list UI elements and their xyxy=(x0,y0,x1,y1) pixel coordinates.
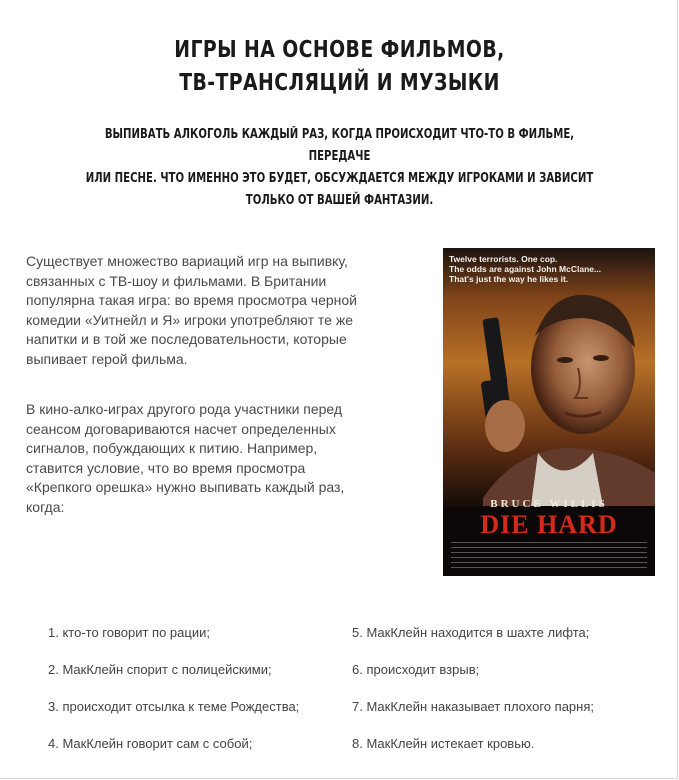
poster-credits xyxy=(451,542,647,570)
text-line: напитки и в той же последовательности, которые xyxy=(26,331,347,348)
list-item: 3. происходит отсылка к теме Рождества; xyxy=(48,699,300,714)
text-line: связанных с ТВ-шоу и фильмами. В Британии xyxy=(26,272,327,289)
list-item: 7. МакКлейн наказывает плохого парня; xyxy=(352,699,594,714)
paragraph-2 xyxy=(26,400,416,518)
text-line: выпивает герой фильма. xyxy=(26,350,188,367)
text-line: популярна такая игра: во время просмотра черной xyxy=(26,292,357,309)
subtitle-line-1: ВЫПИВАТЬ АЛКОГОЛЬ КАЖДЫЙ РАЗ, КОГДА ПРОИСХОДИТ ЧТО-ТО В ФИЛЬМЕ, ПЕРЕДАЧЕ xyxy=(104,127,575,164)
tagline-line: That's just the way he likes it. xyxy=(449,274,569,284)
text-line: когда: xyxy=(26,498,65,515)
poster-actor-name: BRUCE WILLIS xyxy=(490,498,608,510)
list-item: 4. МакКлейн говорит сам с собой; xyxy=(48,736,253,751)
tagline-line: Twelve terrorists. One cop. xyxy=(449,254,558,264)
page-subtitle xyxy=(75,124,605,212)
tagline-line: The odds are against John McClane... xyxy=(449,264,602,274)
movie-poster-image xyxy=(443,248,655,576)
text-line: сеансом договариваются насчет определенных xyxy=(26,420,336,437)
text-line: «Крепкого орешка» нужно выпивать каждый раз, xyxy=(26,479,345,496)
text-line: сигналов, побуждающих к питию. Например, xyxy=(26,440,318,457)
list-item: 5. МакКлейн находится в шахте лифта; xyxy=(352,625,590,640)
text-line: Существует множество вариаций игр на выпивку, xyxy=(26,253,348,269)
title-line-1: ИГРЫ НА ОСНОВЕ ФИЛЬМОВ, xyxy=(174,37,505,63)
list-item: 2. МакКлейн спорит с полицейскими; xyxy=(48,662,272,677)
poster-tagline xyxy=(449,254,649,284)
poster-movie-title: DIE HARD xyxy=(480,510,618,539)
subtitle-line-2: ИЛИ ПЕСНЕ. ЧТО ИМЕННО ЭТО БУДЕТ, ОБСУЖДАЕТСЯ МЕЖДУ ИГРОКАМИ И ЗАВИСИТ xyxy=(85,171,594,186)
list-item: 6. происходит взрыв; xyxy=(352,662,480,677)
text-line: В кино-алко-играх другого рода участники перед xyxy=(26,401,343,417)
subtitle-line-3: ТОЛЬКО ОТ ВАШЕЙ ФАНТАЗИИ. xyxy=(245,193,434,208)
list-item: 8. МакКлейн истекает кровью. xyxy=(352,736,535,751)
page-title xyxy=(61,34,618,100)
paragraph-1 xyxy=(26,252,416,370)
list-item: 1. кто-то говорит по рации; xyxy=(48,625,210,640)
trigger-list xyxy=(48,625,668,755)
title-line-2: ТВ-ТРАНСЛЯЦИЙ И МУЗЫКИ xyxy=(179,70,500,96)
text-line: комедии «Уитнейл и Я» игроки употребляют те же xyxy=(26,311,353,328)
text-line: ставится условие, что во время просмотра xyxy=(26,459,306,476)
